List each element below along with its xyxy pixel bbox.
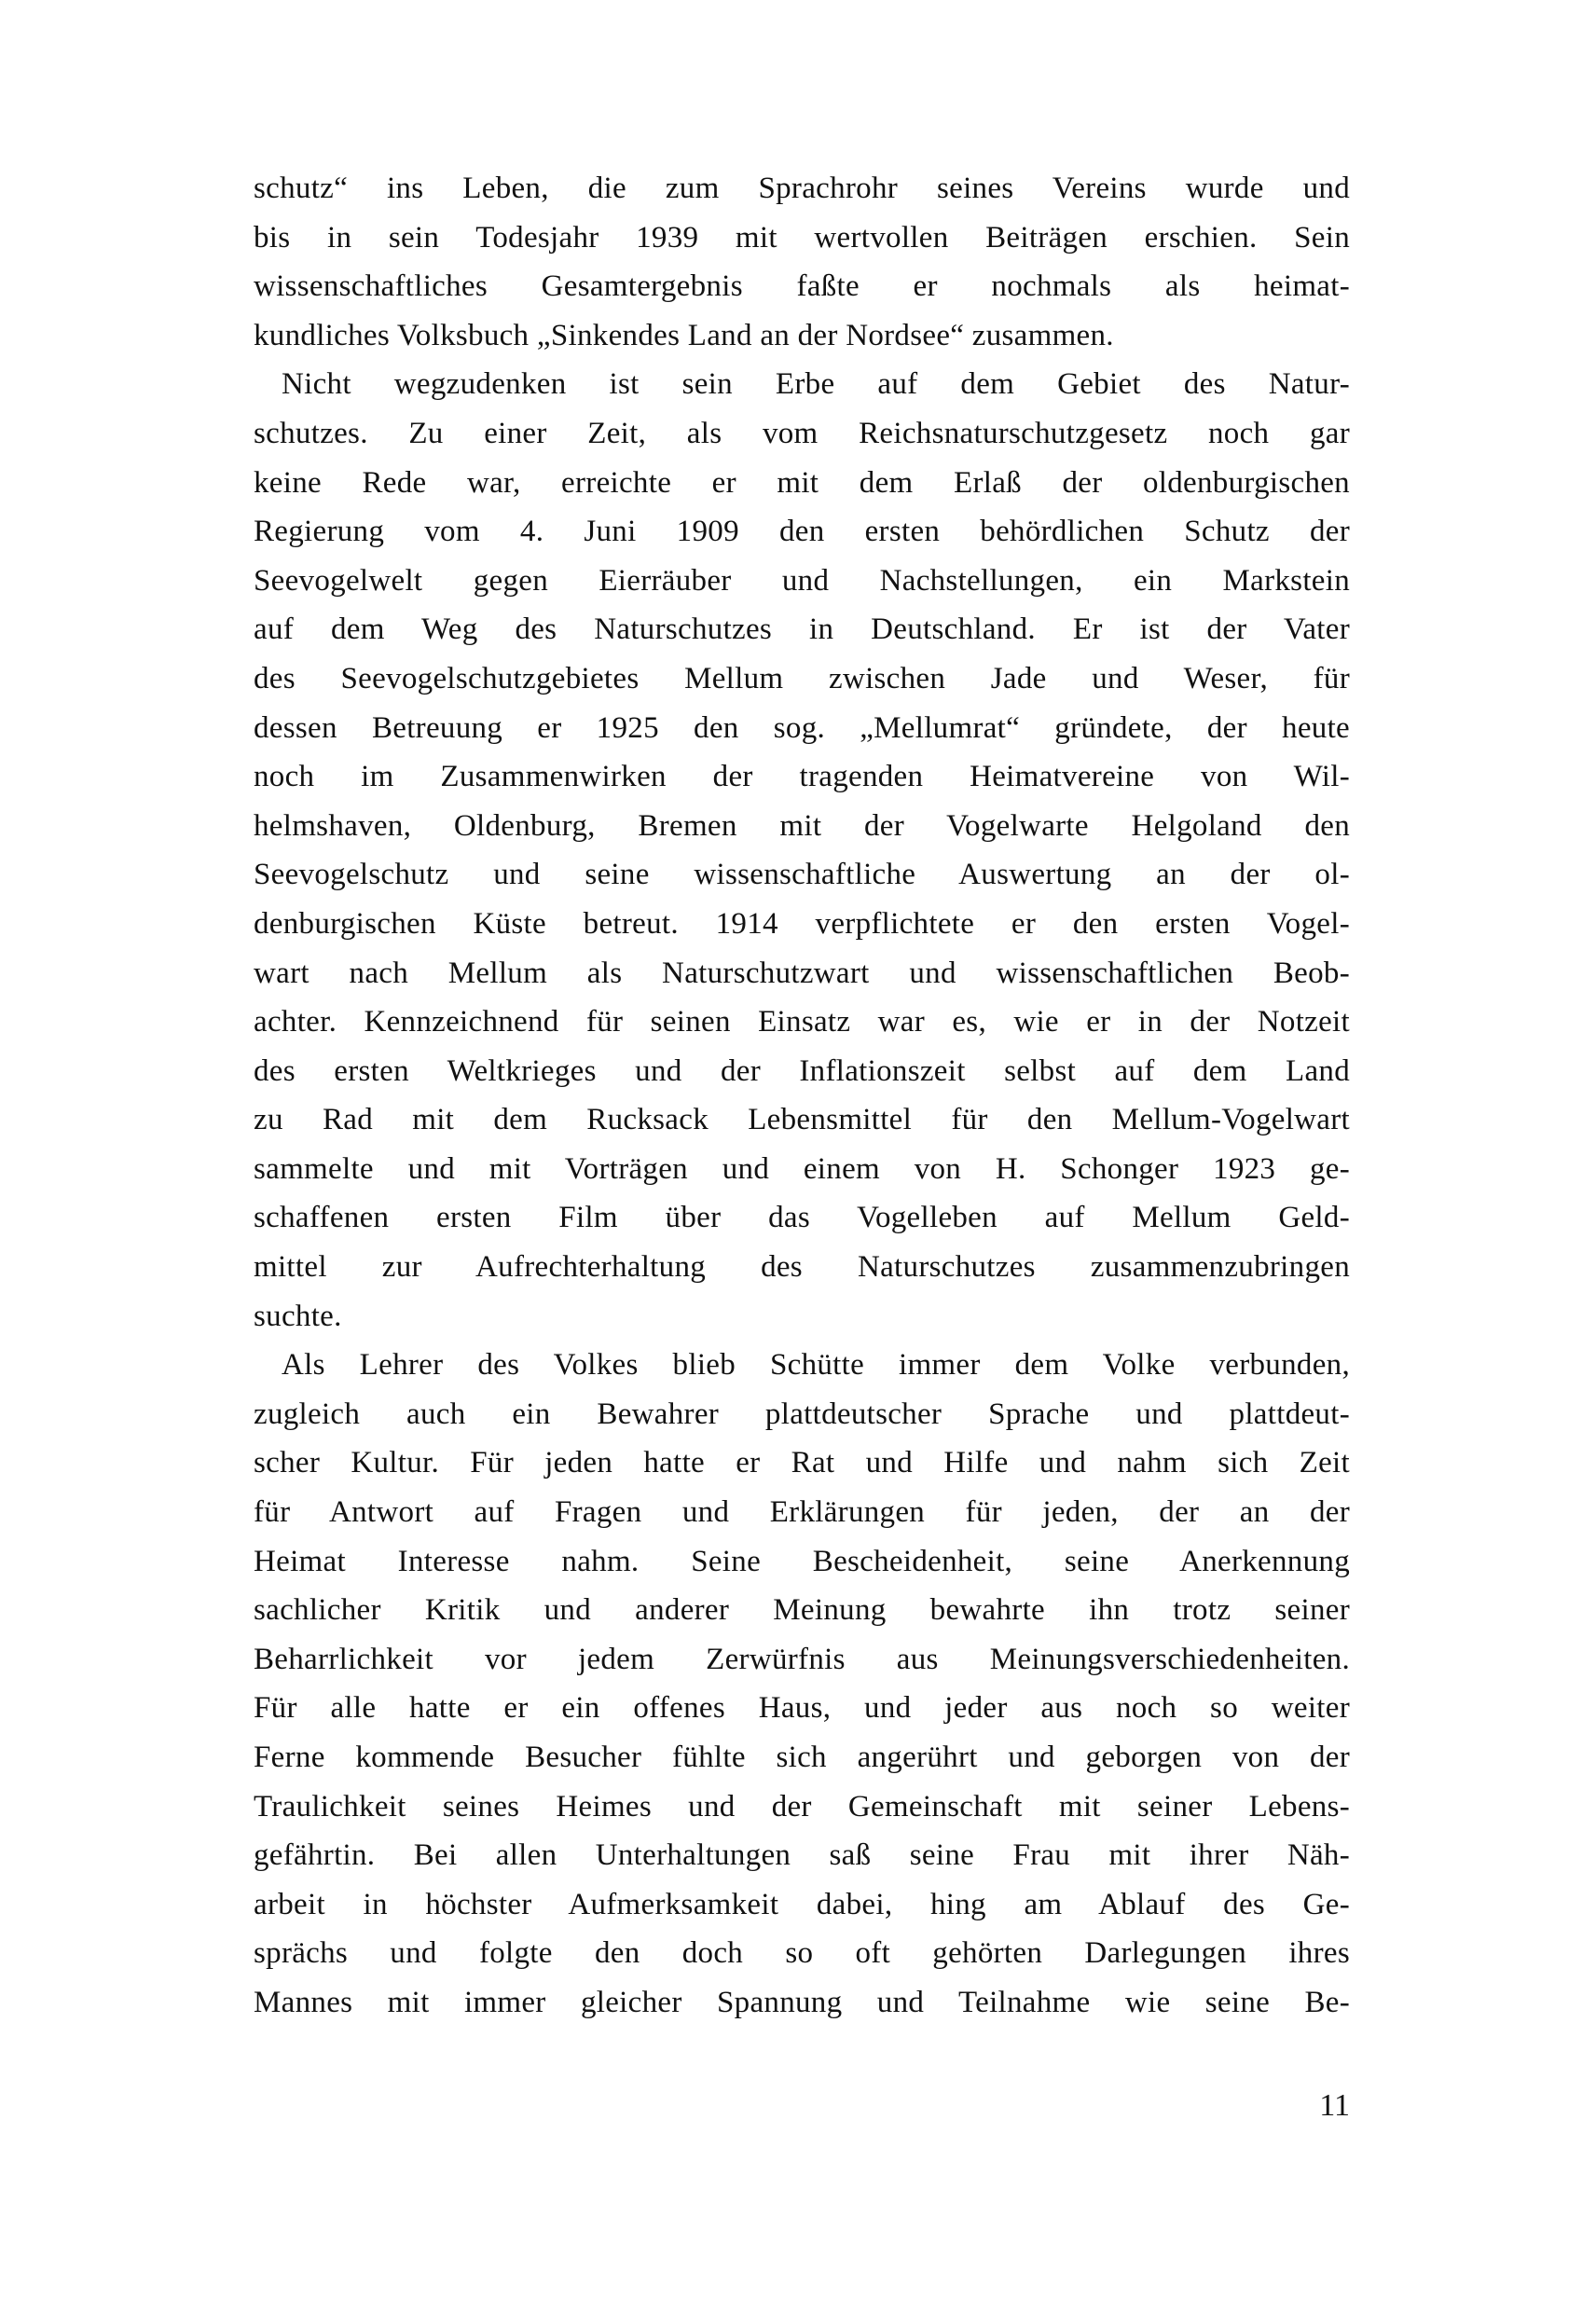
text-line: schutz“ ins Leben, die zum Sprachrohr seines Vereins wurde und [254, 172, 1350, 205]
text-line: Für alle hatte er ein offenes Haus, und jeder aus noch so weiter [254, 1691, 1350, 1726]
text-line: sammelte und mit Vorträgen und einem von H. Schonger 1923 ge- [254, 1151, 1350, 1186]
text-line: schaffenen ersten Film über das Vogelleben auf Mellum Geld- [254, 1201, 1350, 1235]
text-line: Regierung vom 4. Juni 1909 den ersten behördlichen Schutz der [254, 515, 1350, 549]
text-line: Mannes mit immer gleicher Spannung und Teilnahme wie seine Be- [254, 1985, 1350, 2019]
text-line: mittel zur Aufrechterhaltung des Naturschutzes zusammenzubringen [254, 1250, 1350, 1285]
text-line: keine Rede war, erreichte er mit dem Erlaß der oldenburgischen [254, 465, 1350, 500]
text-line: wissenschaftliches Gesamtergebnis faßte er nochmals als heimat- [254, 269, 1350, 304]
text-line: auf dem Weg des Naturschutzes in Deutschland. Er ist der Vater [254, 612, 1350, 647]
text-line: Nicht wegzudenken ist sein Erbe auf dem Gebiet des Natur- [282, 367, 1350, 402]
text-line: sprächs und folgte den doch so oft gehörten Darlegungen ihres [254, 1936, 1350, 1971]
text-line: Seevogelwelt gegen Eierräuber und Nachstellungen, ein Markstein [254, 563, 1350, 598]
text-line: suchte. [254, 1299, 342, 1333]
text-line: scher Kultur. Für jeden hatte er Rat und Hilfe und nahm sich Zeit [254, 1446, 1350, 1480]
body-text [254, 164, 1350, 2028]
text-line: bis in sein Todesjahr 1939 mit wertvollen Beiträgen erschien. Sein [254, 220, 1350, 255]
text-line: Beharrlichkeit vor jedem Zerwürfnis aus Meinungsverschiedenheiten. [254, 1642, 1350, 1676]
text-line: zu Rad mit dem Rucksack Lebensmittel für den Mellum-Vogelwart [254, 1103, 1350, 1137]
text-line: für Antwort auf Fragen und Erklärungen für jeden, der an der [254, 1495, 1350, 1530]
text-line: achter. Kennzeichnend für seinen Einsatz war es, wie er in der Notzeit [254, 1005, 1350, 1039]
text-line: Seevogelschutz und seine wissenschaftliche Auswertung an der ol- [254, 858, 1350, 892]
text-line: sachlicher Kritik und anderer Meinung bewahrte ihn trotz seiner [254, 1593, 1350, 1628]
text-line: helmshaven, Oldenburg, Bremen mit der Vogelwarte Helgoland den [254, 808, 1350, 843]
text-line: wart nach Mellum als Naturschutzwart und wissenschaftlichen Beob- [254, 956, 1350, 990]
text-line: des ersten Weltkrieges und der Inflationszeit selbst auf dem Land [254, 1053, 1350, 1088]
text-line: zugleich auch ein Bewahrer plattdeutscher Sprache und plattdeut- [254, 1397, 1350, 1431]
text-line: denburgischen Küste betreut. 1914 verpflichtete er den ersten Vogel- [254, 906, 1350, 941]
text-line: noch im Zusammenwirken der tragenden Heimatvereine von Wil- [254, 760, 1350, 794]
page-number: 11 [1319, 2088, 1350, 2123]
text-line: arbeit in höchster Aufmerksamkeit dabei, hing am Ablauf des Ge- [254, 1887, 1350, 1921]
text-line: Als Lehrer des Volkes blieb Schütte immer dem Volke verbunden, [282, 1348, 1350, 1383]
text-line: gefährtin. Bei allen Unterhaltungen saß seine Frau mit ihrer Näh- [254, 1838, 1350, 1873]
text-line: Ferne kommende Besucher fühlte sich angerührt und geborgen von der [254, 1741, 1350, 1774]
text-line: schutzes. Zu einer Zeit, als vom Reichsnaturschutzgesetz noch gar [254, 416, 1350, 450]
text-line: dessen Betreuung er 1925 den sog. „Mellumrat“ gründete, der heute [254, 710, 1350, 745]
text-line: des Seevogelschutzgebietes Mellum zwischen Jade und Weser, für [254, 661, 1350, 695]
text-line: Traulichkeit seines Heimes und der Gemeinschaft mit seiner Lebens- [254, 1789, 1350, 1823]
text-line: Heimat Interesse nahm. Seine Bescheidenheit, seine Anerkennung [254, 1544, 1350, 1578]
text-line: kundliches Volksbuch „Sinkendes Land an der Nordsee“ zusammen. [254, 318, 1114, 352]
